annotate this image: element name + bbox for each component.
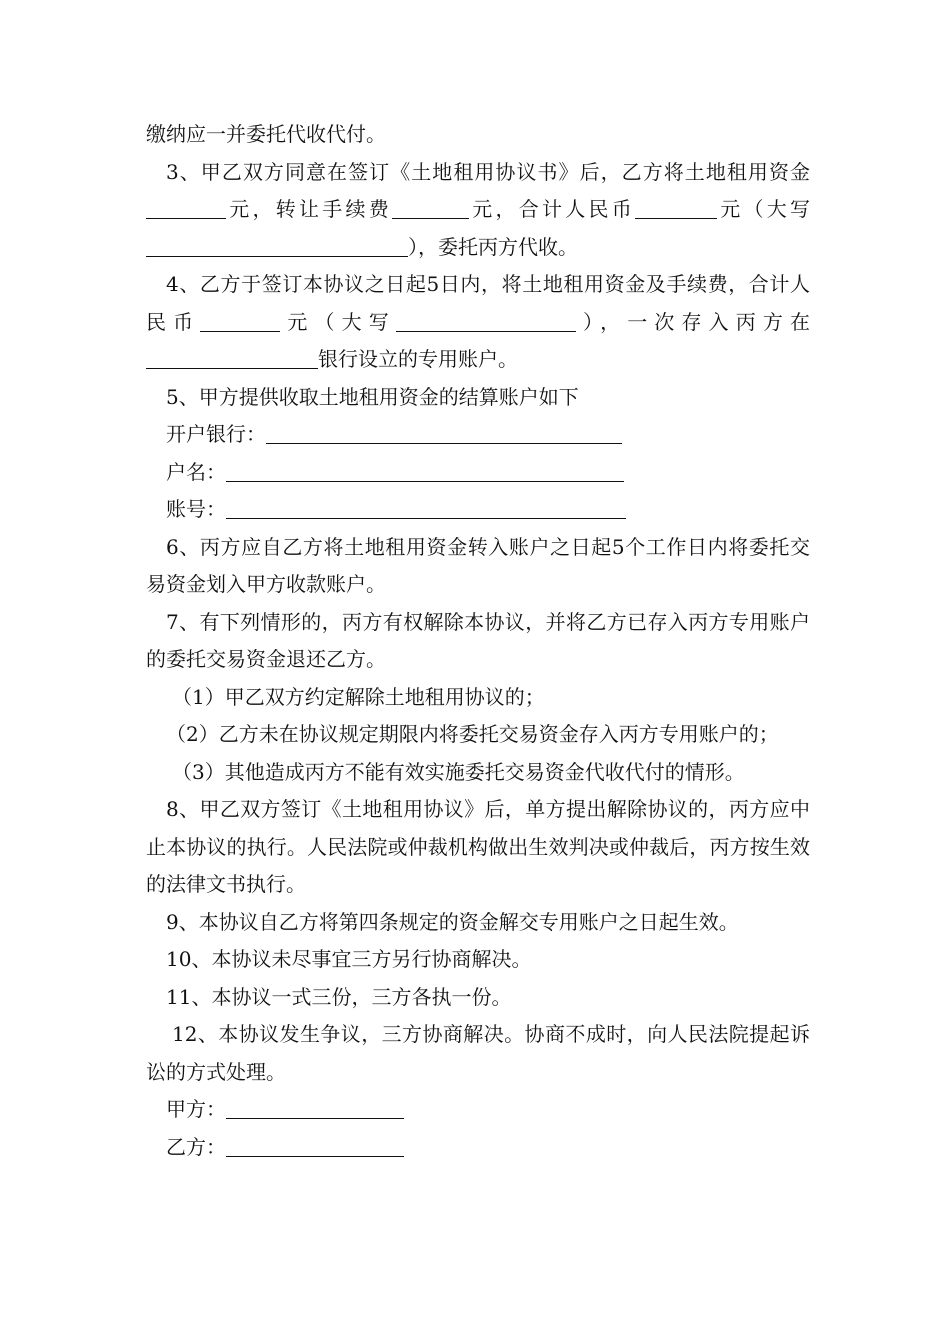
clause-5-title: 5、甲方提供收取土地租用资金的结算账户如下 — [166, 384, 579, 409]
blank-party-b — [226, 1136, 404, 1157]
blank-account-name — [226, 461, 624, 482]
account-name-line — [146, 454, 810, 492]
clause-7-item-1: （1）甲乙双方约定解除土地租用协议的； — [172, 684, 545, 709]
clause-3-text-e: ），委托丙方代收。 — [408, 234, 578, 259]
blank-bank — [266, 423, 622, 444]
label-party-b: 乙方： — [166, 1134, 226, 1159]
clause-11: 11、本协议一式三份，三方各执一份。 — [166, 984, 512, 1009]
clause-4 — [146, 266, 810, 379]
paragraph-intro: 缴纳应一并委托代收代付。 — [146, 122, 386, 146]
clause-9: 9、本协议自乙方将第四条规定的资金解交专用账户之日起生效。 — [166, 909, 739, 934]
label-account-number: 账号： — [166, 497, 226, 521]
blank-party-a — [226, 1098, 404, 1119]
bank-line — [146, 416, 810, 454]
clause-8: 8、甲乙双方签订《土地租用协议》后，单方提出解除协议的，丙方应中止本协议的执行。人民法院或仲裁机构做出生效判决或仲裁后，丙方按生效的法律文书执行。 — [146, 797, 810, 896]
clause-3 — [146, 154, 810, 267]
blank-total-in-words — [146, 236, 408, 257]
clause-4-text-d: 银行设立的专用账户。 — [318, 347, 518, 371]
clause-4-text-c: ），一次存入丙方在 — [575, 309, 810, 334]
clause-4-text-b: 元（大写 — [280, 309, 396, 334]
clause-3-text-b: 元，转让手续费 — [226, 197, 392, 221]
clause-3-text-d: 元（大写 — [717, 197, 810, 221]
blank-land-rent-amount — [146, 198, 226, 219]
blank-deposit-rmb — [200, 311, 280, 332]
blank-total-rmb — [635, 198, 717, 219]
document-body — [146, 116, 810, 1166]
clause-12: 12、本协议发生争议，三方协商解决。协商不成时，向人民法院提起诉讼的方式处理。 — [146, 1022, 810, 1084]
label-party-a: 甲方： — [166, 1097, 226, 1121]
blank-transfer-fee — [392, 198, 469, 219]
blank-bank-name — [146, 348, 318, 369]
label-bank: 开户银行： — [166, 422, 266, 446]
clause-7-item-3: （3）其他造成丙方不能有效实施委托交易资金代收代付的情形。 — [172, 759, 745, 784]
clause-10: 10、本协议未尽事宜三方另行协商解决。 — [166, 947, 532, 971]
blank-deposit-in-words — [396, 311, 576, 332]
clause-7-item-2: （2）乙方未在协议规定期限内将委托交易资金存入丙方专用账户的； — [166, 722, 779, 746]
account-number-line — [146, 491, 810, 529]
signature-party-a — [146, 1091, 810, 1129]
label-account-name: 户名： — [166, 459, 226, 484]
clause-7: 7、有下列情形的，丙方有权解除本协议，并将乙方已存入丙方专用账户的委托交易资金退还乙方。 — [146, 609, 810, 671]
clause-3-text-c: 元，合计人民币 — [469, 197, 635, 221]
blank-account-number — [226, 498, 626, 519]
signature-party-b — [146, 1129, 810, 1167]
clause-6: 6、丙方应自乙方将土地租用资金转入账户之日起5个工作日内将委托交易资金划入甲方收款账户。 — [146, 534, 810, 596]
clause-4-text-a: 4、乙方于签订本协议之日起5日内，将土地租用资金及手续费，合计人民币 — [146, 272, 810, 334]
clause-3-text-a: 3、甲乙双方同意在签订《土地租用协议书》后，乙方将土地租用资金 — [166, 159, 810, 184]
